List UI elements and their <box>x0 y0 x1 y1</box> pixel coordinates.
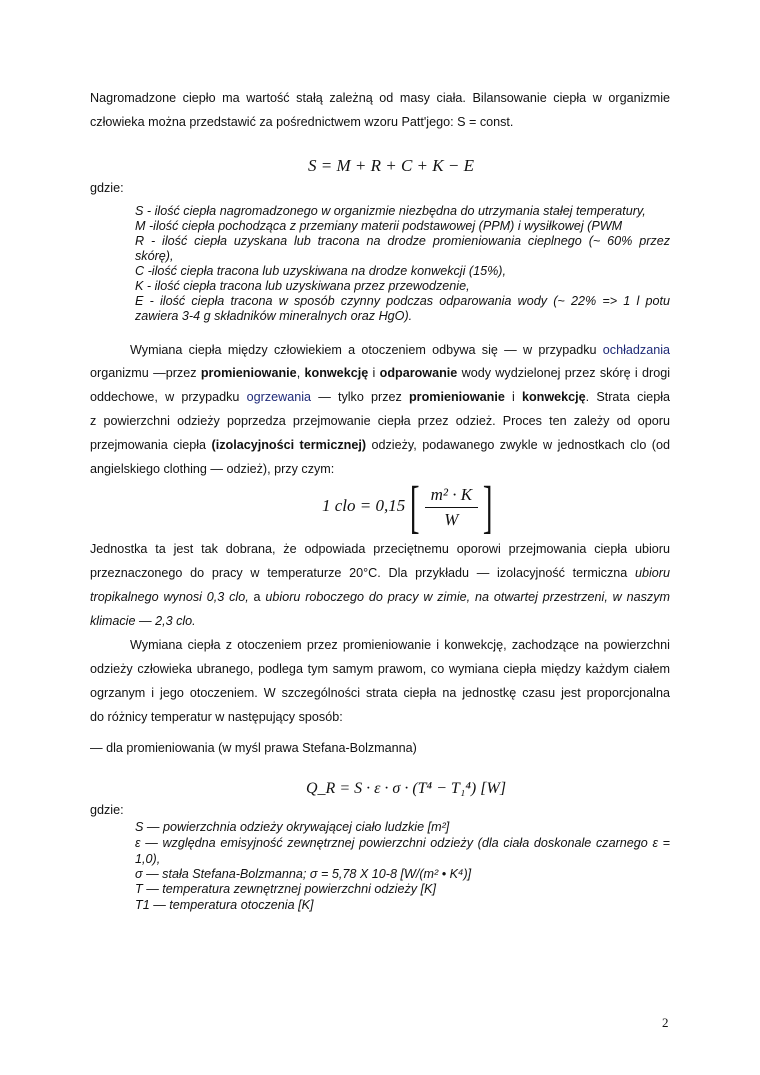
p2-line <box>90 365 670 381</box>
text-segment: i <box>368 366 380 380</box>
p2-line <box>90 389 670 405</box>
p1-line <box>90 114 670 130</box>
text-segment: wody wydzielonej przez skórę i drogi <box>457 366 671 380</box>
text-segment: K - ilość ciepła tracona lub uzyskiwana przez przewodzenie, <box>135 279 470 293</box>
list1-line <box>135 203 670 219</box>
text-segment: S - ilość ciepła nagromadzonego w organizmie niezbędna do utrzymania stałej temperatury, <box>135 204 646 218</box>
p2-line <box>90 461 670 477</box>
text-segment: z powierzchni odzieży poprzedza przejmowanie ciepła przez odzież. Proces ten zależy od oporu <box>90 414 670 428</box>
text-segment: S — powierzchnia odzieży okrywającej ciało ludzkie [m²] <box>135 820 450 834</box>
text-segment: σ — stała Stefana-Bolzmanna; σ = 5,78 X 10-8 [W/(m² • K⁴)] <box>135 867 472 881</box>
p3-line <box>90 541 670 557</box>
text-segment: . Strata ciepła <box>585 390 670 404</box>
text-segment: klimacie — 2,3 clo. <box>90 614 196 628</box>
p5-line <box>90 740 670 756</box>
text-segment: — dla promieniowania (w myśl prawa Stefana-Bolzmanna) <box>90 741 417 755</box>
text-segment: , <box>296 366 305 380</box>
text-segment: ubioru roboczego do pracy w zimie, na otwartej przestrzeni, w naszym <box>265 590 670 604</box>
text-segment: T1 — temperatura otoczenia [K] <box>135 898 314 912</box>
bold-text: odparowanie <box>379 366 458 380</box>
list1-line <box>135 218 670 234</box>
formula-clo-denominator: W <box>444 509 459 529</box>
p4-line <box>90 661 670 677</box>
list1-line <box>135 248 670 264</box>
text-segment: E - ilość ciepła tracona w sposób czynny podczas odparowania wody (~ 22% => 1 l potu <box>135 294 670 308</box>
text-segment: odzieży człowieka ubranego, podlega tym samym prawom, co wymiana ciepła między każdym ciałem <box>90 662 670 676</box>
formula-clo <box>322 474 497 539</box>
text-segment: 1,0), <box>135 852 161 866</box>
list2-line <box>135 835 670 851</box>
list2-line <box>135 819 670 835</box>
text-segment: gdzie: <box>90 803 124 817</box>
text-segment: a <box>248 590 266 604</box>
text-segment: człowieka można przedstawić za pośrednictwem wzoru Patt'jego: S = const. <box>90 115 514 129</box>
text-segment: do różnicy temperatur w następujący sposób: <box>90 710 343 724</box>
text-segment: — tylko przez <box>311 390 409 404</box>
formula-clo-left: 1 clo = 0,15 <box>322 495 406 515</box>
list2-line <box>135 897 670 913</box>
text-segment: organizmu —przez <box>90 366 201 380</box>
p2-line <box>130 342 670 358</box>
text-segment: tropikalnego wynosi 0,3 clo, <box>90 590 249 604</box>
formula-patt: S = M + R + C + K − E <box>308 156 474 175</box>
text-segment: Nagromadzone ciepło ma wartość stałą zależną od masy ciała. Bilansowanie ciepła w organizmie <box>90 91 670 105</box>
text-segment: Jednostka ta jest tak dobrana, że odpowiada przeciętnemu oporowi przejmowania ciepła ubioru <box>90 542 670 556</box>
bracket-right: ] <box>482 474 493 539</box>
text-segment: przeznaczonego do pracy w temperaturze 20°C. Dla przykładu — izolacyjność termiczna <box>90 566 635 580</box>
text-segment: oddechowe, w przypadku <box>90 390 247 404</box>
list2-line <box>135 881 670 897</box>
p2-line <box>90 437 670 453</box>
text-segment: przejmowania ciepła <box>90 438 212 452</box>
bold-text: konwekcję <box>304 366 369 380</box>
p3-line <box>90 565 670 581</box>
text-segment: i <box>504 390 522 404</box>
text-segment: odzieży, podawanego zwykle w jednostkach clo (od <box>366 438 670 452</box>
text-segment: R - ilość ciepła uzyskana lub tracona na drodze promieniowania cieplnego (~ 60% przez <box>135 234 670 248</box>
gdzie2-line <box>90 802 670 818</box>
bold-text: konwekcję <box>521 390 586 404</box>
p4-line <box>130 637 670 653</box>
text-segment: skórę), <box>135 249 174 263</box>
text-segment: zawiera 3-4 g składników mineralnych oraz HgO). <box>135 309 413 323</box>
gdzie1-line <box>90 180 670 196</box>
formula-clo-numerator: m² · K <box>425 485 478 508</box>
list1-line <box>135 263 670 279</box>
bold-text: (izolacyjności termicznej) <box>211 438 367 452</box>
list1-line <box>135 278 670 294</box>
bold-text: promieniowanie <box>200 366 297 380</box>
p3-line <box>90 613 670 629</box>
text-segment: ogrzanym i jego otoczeniem. W szczególności strata ciepła na jednostkę czasu jest proporcjonalna <box>90 686 670 700</box>
link-text[interactable]: ogrzewania <box>246 390 312 404</box>
list2-line <box>135 851 670 867</box>
list2-line <box>135 866 670 882</box>
text-segment: Wymiana ciepła z otoczeniem przez promieniowanie i konwekcję, zachodzące na powierzchni <box>130 638 670 652</box>
text-segment: Wymiana ciepła między człowiekiem a otoczeniem odbywa się — w przypadku <box>130 343 603 357</box>
text-segment: C -ilość ciepła tracona lub uzyskiwana na drodze konwekcji (15%), <box>135 264 506 278</box>
page-number: 2 <box>662 1015 669 1030</box>
p4-line <box>90 685 670 701</box>
text-segment: M -ilość ciepła pochodząca z przemiany materii podstawowej (PPM) i wysiłkowej (PWM <box>135 219 623 233</box>
list1-line <box>135 308 670 324</box>
p3-line <box>90 589 670 605</box>
bracket-left: [ <box>410 474 420 539</box>
list1-line <box>135 293 670 309</box>
bold-text: promieniowanie <box>408 390 505 404</box>
p1-line <box>90 90 670 106</box>
p4-line <box>90 709 670 725</box>
text-segment: angielskiego clothing — odzież), przy czym: <box>90 462 335 476</box>
list1-line <box>135 233 670 249</box>
text-segment: ubioru <box>634 566 670 580</box>
formula-clo-fraction <box>425 485 478 530</box>
text-segment: ε — względna emisyjność zewnętrznej powierzchni odzieży (dla ciała doskonale czarnego ε = <box>135 836 670 850</box>
text-segment: gdzie: <box>90 181 124 195</box>
formula-stefan-boltzmann: Q_R = S · ε · σ · (T⁴ − T₁⁴) [W] <box>306 780 507 797</box>
p2-line <box>90 413 670 429</box>
link-text[interactable]: ochładzania <box>602 343 670 357</box>
text-segment: T — temperatura zewnętrznej powierzchni odzieży [K] <box>135 882 436 896</box>
